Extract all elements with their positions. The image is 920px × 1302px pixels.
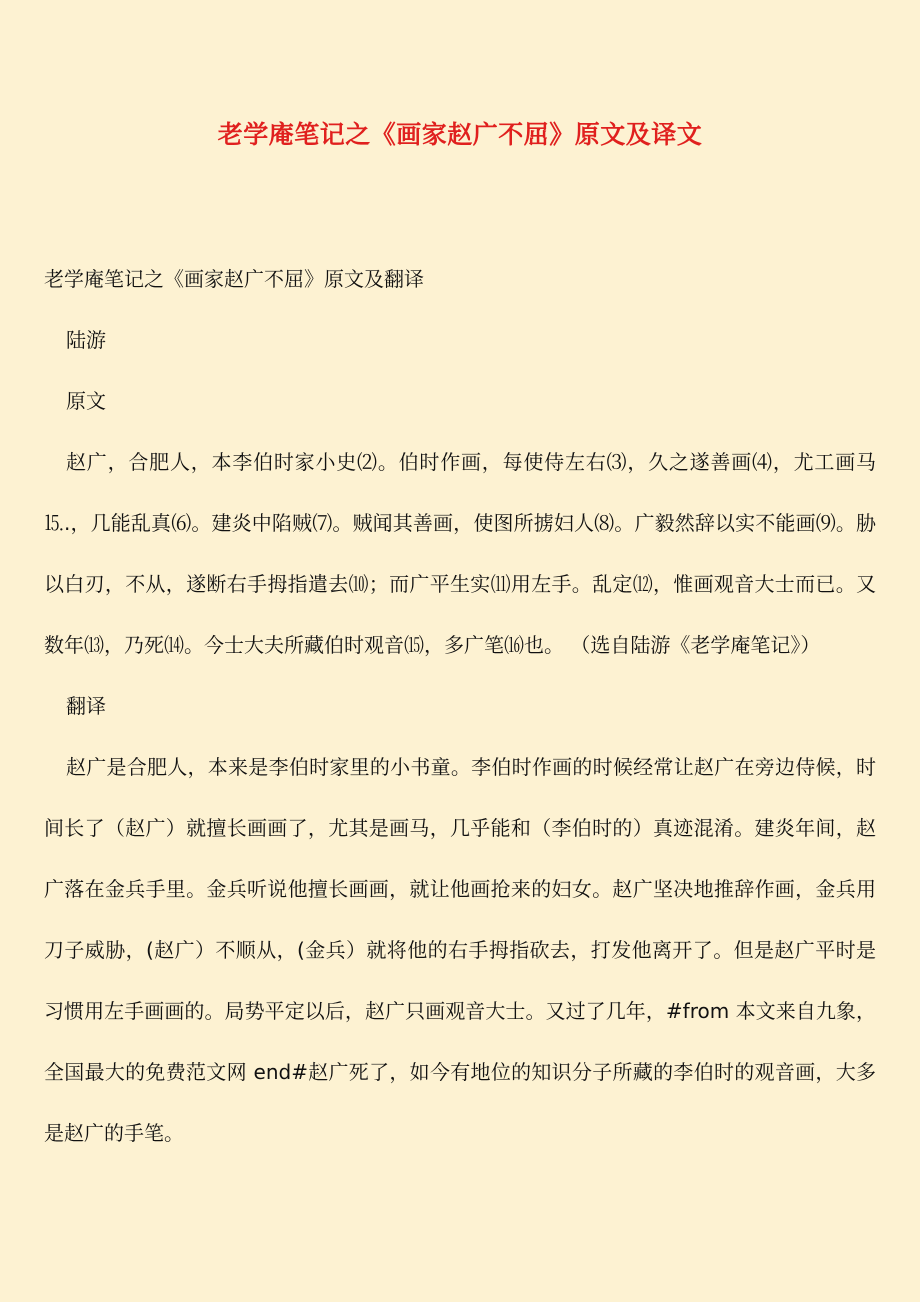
article-heading: 老学庵笔记之《画家赵广不屈》原文及翻译 [44, 267, 424, 291]
author-name: 陆游 [66, 328, 106, 352]
translation-heading: 翻译 [66, 694, 106, 718]
translation-text: 赵广是合肥人，本来是李伯时家里的小书童。李伯时作画的时候经常让赵广在旁边侍候，时间长了（赵广）就擅长画画了，尤其是画马，几乎能和（李伯时的）真迹混淆。建炎年间，赵广落在金兵手里。金兵听说他擅长画画，就让他画抢来的妇女。赵广坚决地推辞作画，金兵用刀子威胁，(赵广）不顺从，(金兵）就将他的右手拇指砍去，打发他离开了。但是赵广平时是习惯用左手画画的。局势平定以后，赵广只画观音大士。又过了几年，#from 本文来自九象，全国最大的免费范文网 end#赵广死了，如今有地位的知识分子所藏的李伯时的观音画，大多是赵广的手笔。 [44, 755, 876, 1145]
original-heading: 原文 [66, 389, 106, 413]
document-title: 老学庵笔记之《画家赵广不屈》原文及译文 [217, 120, 703, 149]
document-body [44, 249, 876, 1164]
original-text: 赵广，合肥人，本李伯时家小史⑵。伯时作画，每使侍左右⑶，久之遂善画⑷，尤工画马⒖.，几能乱真⑹。建炎中陷贼⑺。贼闻其善画，使图所掳妇人⑻。广毅然辞以实不能画⑼。胁以白刃，不从，遂断右手拇指遣去⑽；而广平生实⑾用左手。乱定⑿，惟画观音大士而已。又数年⒀，乃死⒁。今士大夫所藏伯时观音⒂，多广笔⒃也。 （选自陆游《老学庵笔记》） [44, 450, 876, 657]
